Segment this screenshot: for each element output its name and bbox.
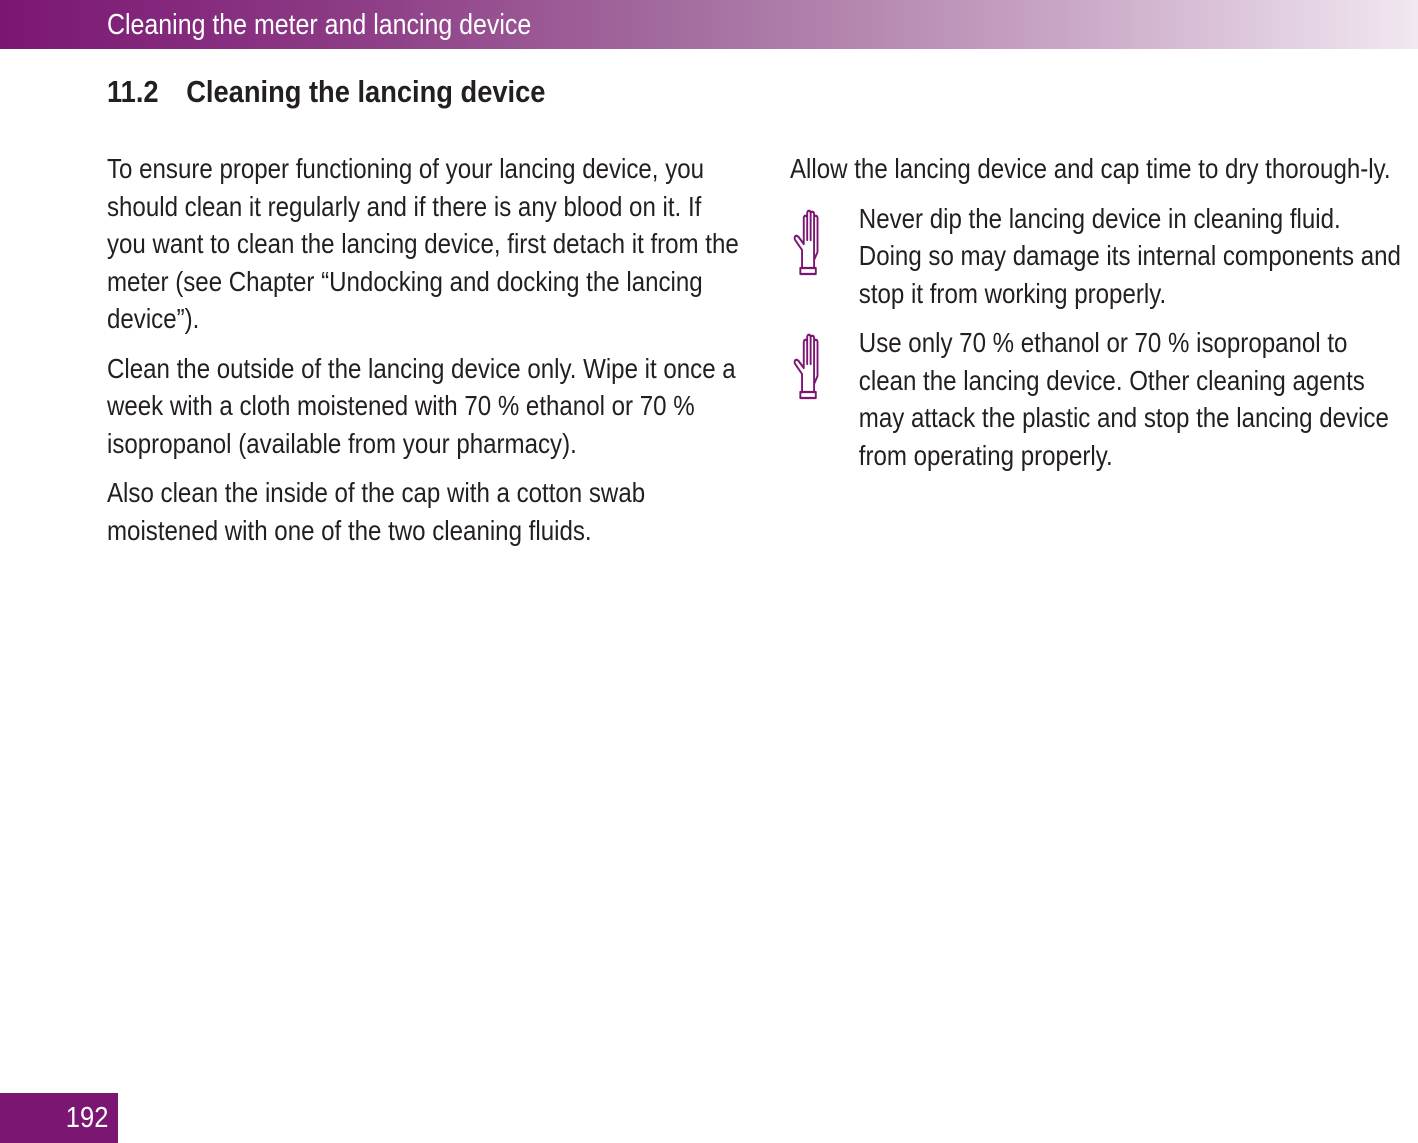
page-number: 192: [65, 1102, 108, 1134]
paragraph-cap-cleaning: Also clean the inside of the cap with a cotton swab moistened with one of the two cleaning fluids.: [107, 477, 646, 546]
running-header-title: Cleaning the meter and lancing device: [107, 9, 532, 41]
page-number-tab: [0, 1093, 118, 1143]
warning-note: [790, 200, 1410, 313]
paragraph-drying: Allow the lancing device and cap time to dry thorough-ly.: [790, 153, 1391, 184]
paragraph-intro: To ensure proper functioning of your lancing device, you should clean it regularly and if there is any blood on it. If you want to clean the lancing device, first detach it from the meter (see Chapter “Undocking and docking the lancing device”).: [107, 153, 739, 334]
section-number: 11.2: [107, 74, 159, 109]
paragraph-outside-cleaning: Clean the outside of the lancing device only. Wipe it once a week with a cloth moistened with 70 % ethanol or 70 % isopropanol (available from your pharmacy).: [107, 352, 736, 459]
stop-hand-icon: [790, 332, 836, 404]
warning-note-text: Use only 70 % ethanol or 70 % isopropanol to clean the lancing device. Other cleaning agents may attack the plastic and stop the lancing device from operating properly.: [858, 327, 1389, 471]
left-column: [107, 150, 742, 561]
header-band: [0, 0, 1418, 49]
stop-hand-icon: [790, 208, 836, 280]
section-heading: [107, 72, 545, 112]
right-column: [790, 150, 1410, 486]
warning-note-text: Never dip the lancing device in cleaning fluid. Doing so may damage its internal components and stop it from working properly.: [858, 202, 1401, 309]
warning-note: [790, 324, 1410, 474]
section-title: Cleaning the lancing device: [186, 74, 546, 109]
